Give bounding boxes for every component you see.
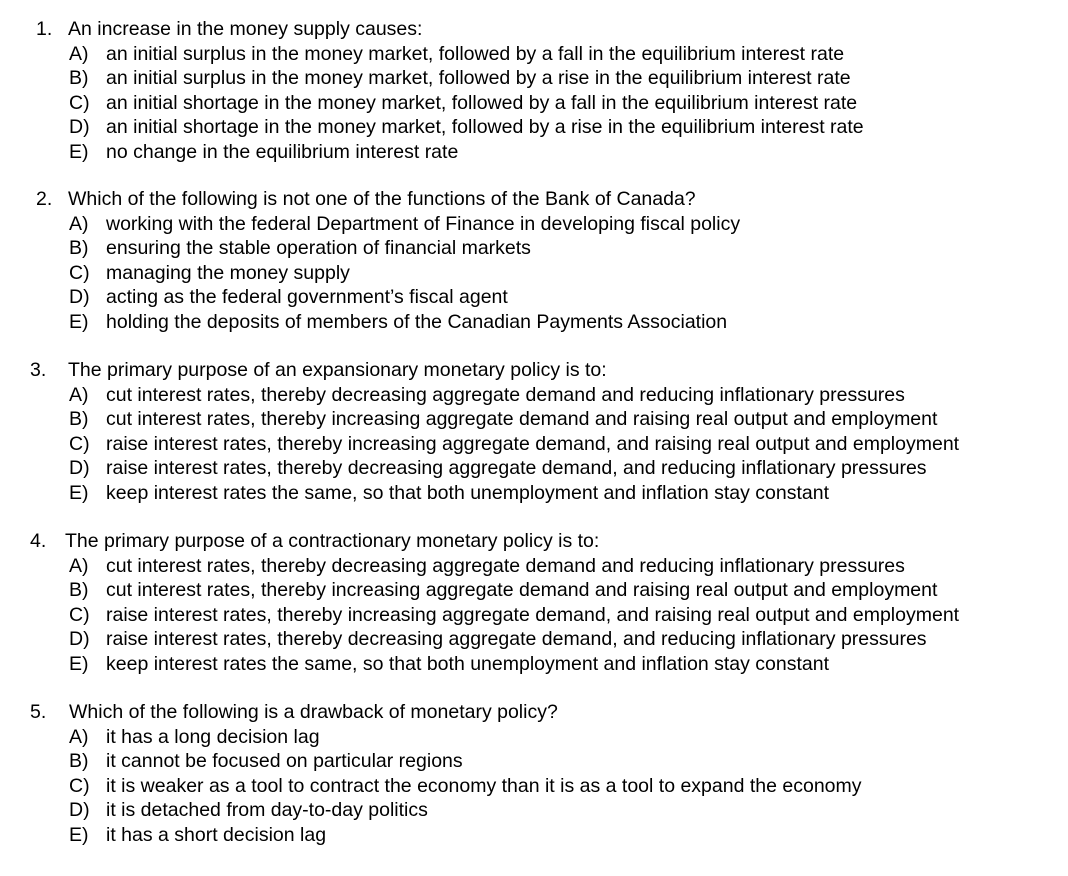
option-list — [0, 725, 1068, 848]
option-letter: D) — [69, 286, 90, 308]
option-d — [0, 798, 1068, 823]
option-letter: E) — [69, 823, 89, 846]
option-text: ensuring the stable operation of financial markets — [106, 237, 531, 259]
option-letter: A) — [69, 42, 89, 65]
question-number: 5. — [30, 701, 47, 723]
option-text: it has a long decision lag — [106, 725, 320, 748]
option-text: raise interest rates, thereby decreasing aggregate demand, and reducing inflationary pressures — [106, 457, 927, 479]
option-c — [0, 603, 1068, 628]
option-letter: D) — [69, 457, 90, 479]
option-text: managing the money supply — [106, 261, 350, 284]
option-letter: D) — [69, 628, 90, 650]
question-text: Which of the following is not one of the functions of the Bank of Canada? — [68, 188, 696, 210]
option-list — [0, 212, 1068, 335]
option-text: keep interest rates the same, so that both unemployment and inflation stay constant — [106, 481, 830, 504]
option-letter: C) — [69, 432, 90, 455]
question-text: The primary purpose of an expansionary monetary policy is to: — [68, 359, 607, 381]
question-number: 2. — [36, 188, 53, 210]
option-letter: A) — [69, 554, 89, 577]
option-text: no change in the equilibrium interest rate — [106, 140, 459, 163]
question-stem — [0, 358, 1068, 383]
question-number: 1. — [36, 18, 53, 40]
question-stem — [0, 529, 1068, 554]
option-c — [0, 91, 1068, 116]
option-letter: E) — [69, 310, 89, 333]
question-3 — [0, 358, 1068, 505]
option-text: keep interest rates the same, so that both unemployment and inflation stay constant — [106, 652, 830, 675]
option-letter: E) — [69, 140, 89, 163]
question-text: The primary purpose of a contractionary monetary policy is to: — [65, 530, 600, 552]
option-text: it is weaker as a tool to contract the economy than it is as a tool to expand the economy — [106, 774, 862, 797]
option-e — [0, 652, 1068, 677]
option-d — [0, 456, 1068, 481]
question-1 — [0, 17, 1068, 164]
question-text: An increase in the money supply causes: — [68, 18, 423, 40]
option-text: an initial shortage in the money market, followed by a fall in the equilibrium interest rate — [106, 91, 858, 114]
option-a — [0, 725, 1068, 750]
option-text: an initial shortage in the money market, followed by a rise in the equilibrium interest rate — [106, 116, 864, 138]
question-5 — [0, 700, 1068, 847]
option-text: holding the deposits of members of the Canadian Payments Association — [106, 310, 728, 333]
option-text: raise interest rates, thereby increasing aggregate demand, and raising real output and employment — [106, 603, 960, 626]
option-letter: B) — [69, 408, 89, 430]
option-letter: A) — [69, 212, 89, 235]
option-b — [0, 236, 1068, 261]
option-text: it cannot be focused on particular regions — [106, 750, 463, 772]
option-list — [0, 383, 1068, 506]
question-text: Which of the following is a drawback of monetary policy? — [69, 701, 558, 723]
option-d — [0, 627, 1068, 652]
option-letter: B) — [69, 67, 89, 89]
option-c — [0, 261, 1068, 286]
option-a — [0, 383, 1068, 408]
option-d — [0, 285, 1068, 310]
question-4 — [0, 529, 1068, 676]
question-number: 4. — [30, 530, 47, 552]
option-text: cut interest rates, thereby increasing aggregate demand and raising real output and employment — [106, 408, 938, 430]
option-letter: E) — [69, 652, 89, 675]
option-letter: A) — [69, 725, 89, 748]
option-b — [0, 749, 1068, 774]
option-text: it has a short decision lag — [106, 823, 327, 846]
option-letter: A) — [69, 383, 89, 406]
option-letter: C) — [69, 261, 90, 284]
option-text: acting as the federal government’s fiscal agent — [106, 286, 508, 308]
option-text: working with the federal Department of Finance in developing fiscal policy — [106, 212, 741, 235]
option-letter: B) — [69, 579, 89, 601]
option-letter: C) — [69, 91, 90, 114]
option-text: an initial surplus in the money market, followed by a fall in the equilibrium interest rate — [106, 42, 845, 65]
option-e — [0, 823, 1068, 848]
option-text: cut interest rates, thereby increasing aggregate demand and raising real output and employment — [106, 579, 938, 601]
option-e — [0, 310, 1068, 335]
option-text: raise interest rates, thereby increasing aggregate demand, and raising real output and employment — [106, 432, 960, 455]
option-a — [0, 42, 1068, 67]
option-text: cut interest rates, thereby decreasing aggregate demand and reducing inflationary pressures — [106, 554, 905, 577]
option-c — [0, 774, 1068, 799]
option-b — [0, 578, 1068, 603]
option-text: cut interest rates, thereby decreasing aggregate demand and reducing inflationary pressures — [106, 383, 905, 406]
question-stem — [0, 700, 1068, 725]
option-list — [0, 554, 1068, 677]
option-letter: D) — [69, 799, 90, 821]
option-list — [0, 42, 1068, 165]
option-d — [0, 115, 1068, 140]
question-stem — [0, 187, 1068, 212]
option-letter: C) — [69, 774, 90, 797]
question-stem — [0, 17, 1068, 42]
option-b — [0, 66, 1068, 91]
option-text: it is detached from day-to-day politics — [106, 799, 428, 821]
option-text: an initial surplus in the money market, followed by a rise in the equilibrium interest rate — [106, 67, 851, 89]
option-letter: B) — [69, 237, 89, 259]
option-letter: C) — [69, 603, 90, 626]
question-2 — [0, 187, 1068, 334]
option-letter: E) — [69, 481, 89, 504]
option-letter: B) — [69, 750, 89, 772]
question-number: 3. — [30, 359, 47, 381]
option-e — [0, 481, 1068, 506]
option-text: raise interest rates, thereby decreasing aggregate demand, and reducing inflationary pressures — [106, 628, 927, 650]
option-b — [0, 407, 1068, 432]
option-a — [0, 554, 1068, 579]
option-c — [0, 432, 1068, 457]
option-e — [0, 140, 1068, 165]
option-letter: D) — [69, 116, 90, 138]
option-a — [0, 212, 1068, 237]
